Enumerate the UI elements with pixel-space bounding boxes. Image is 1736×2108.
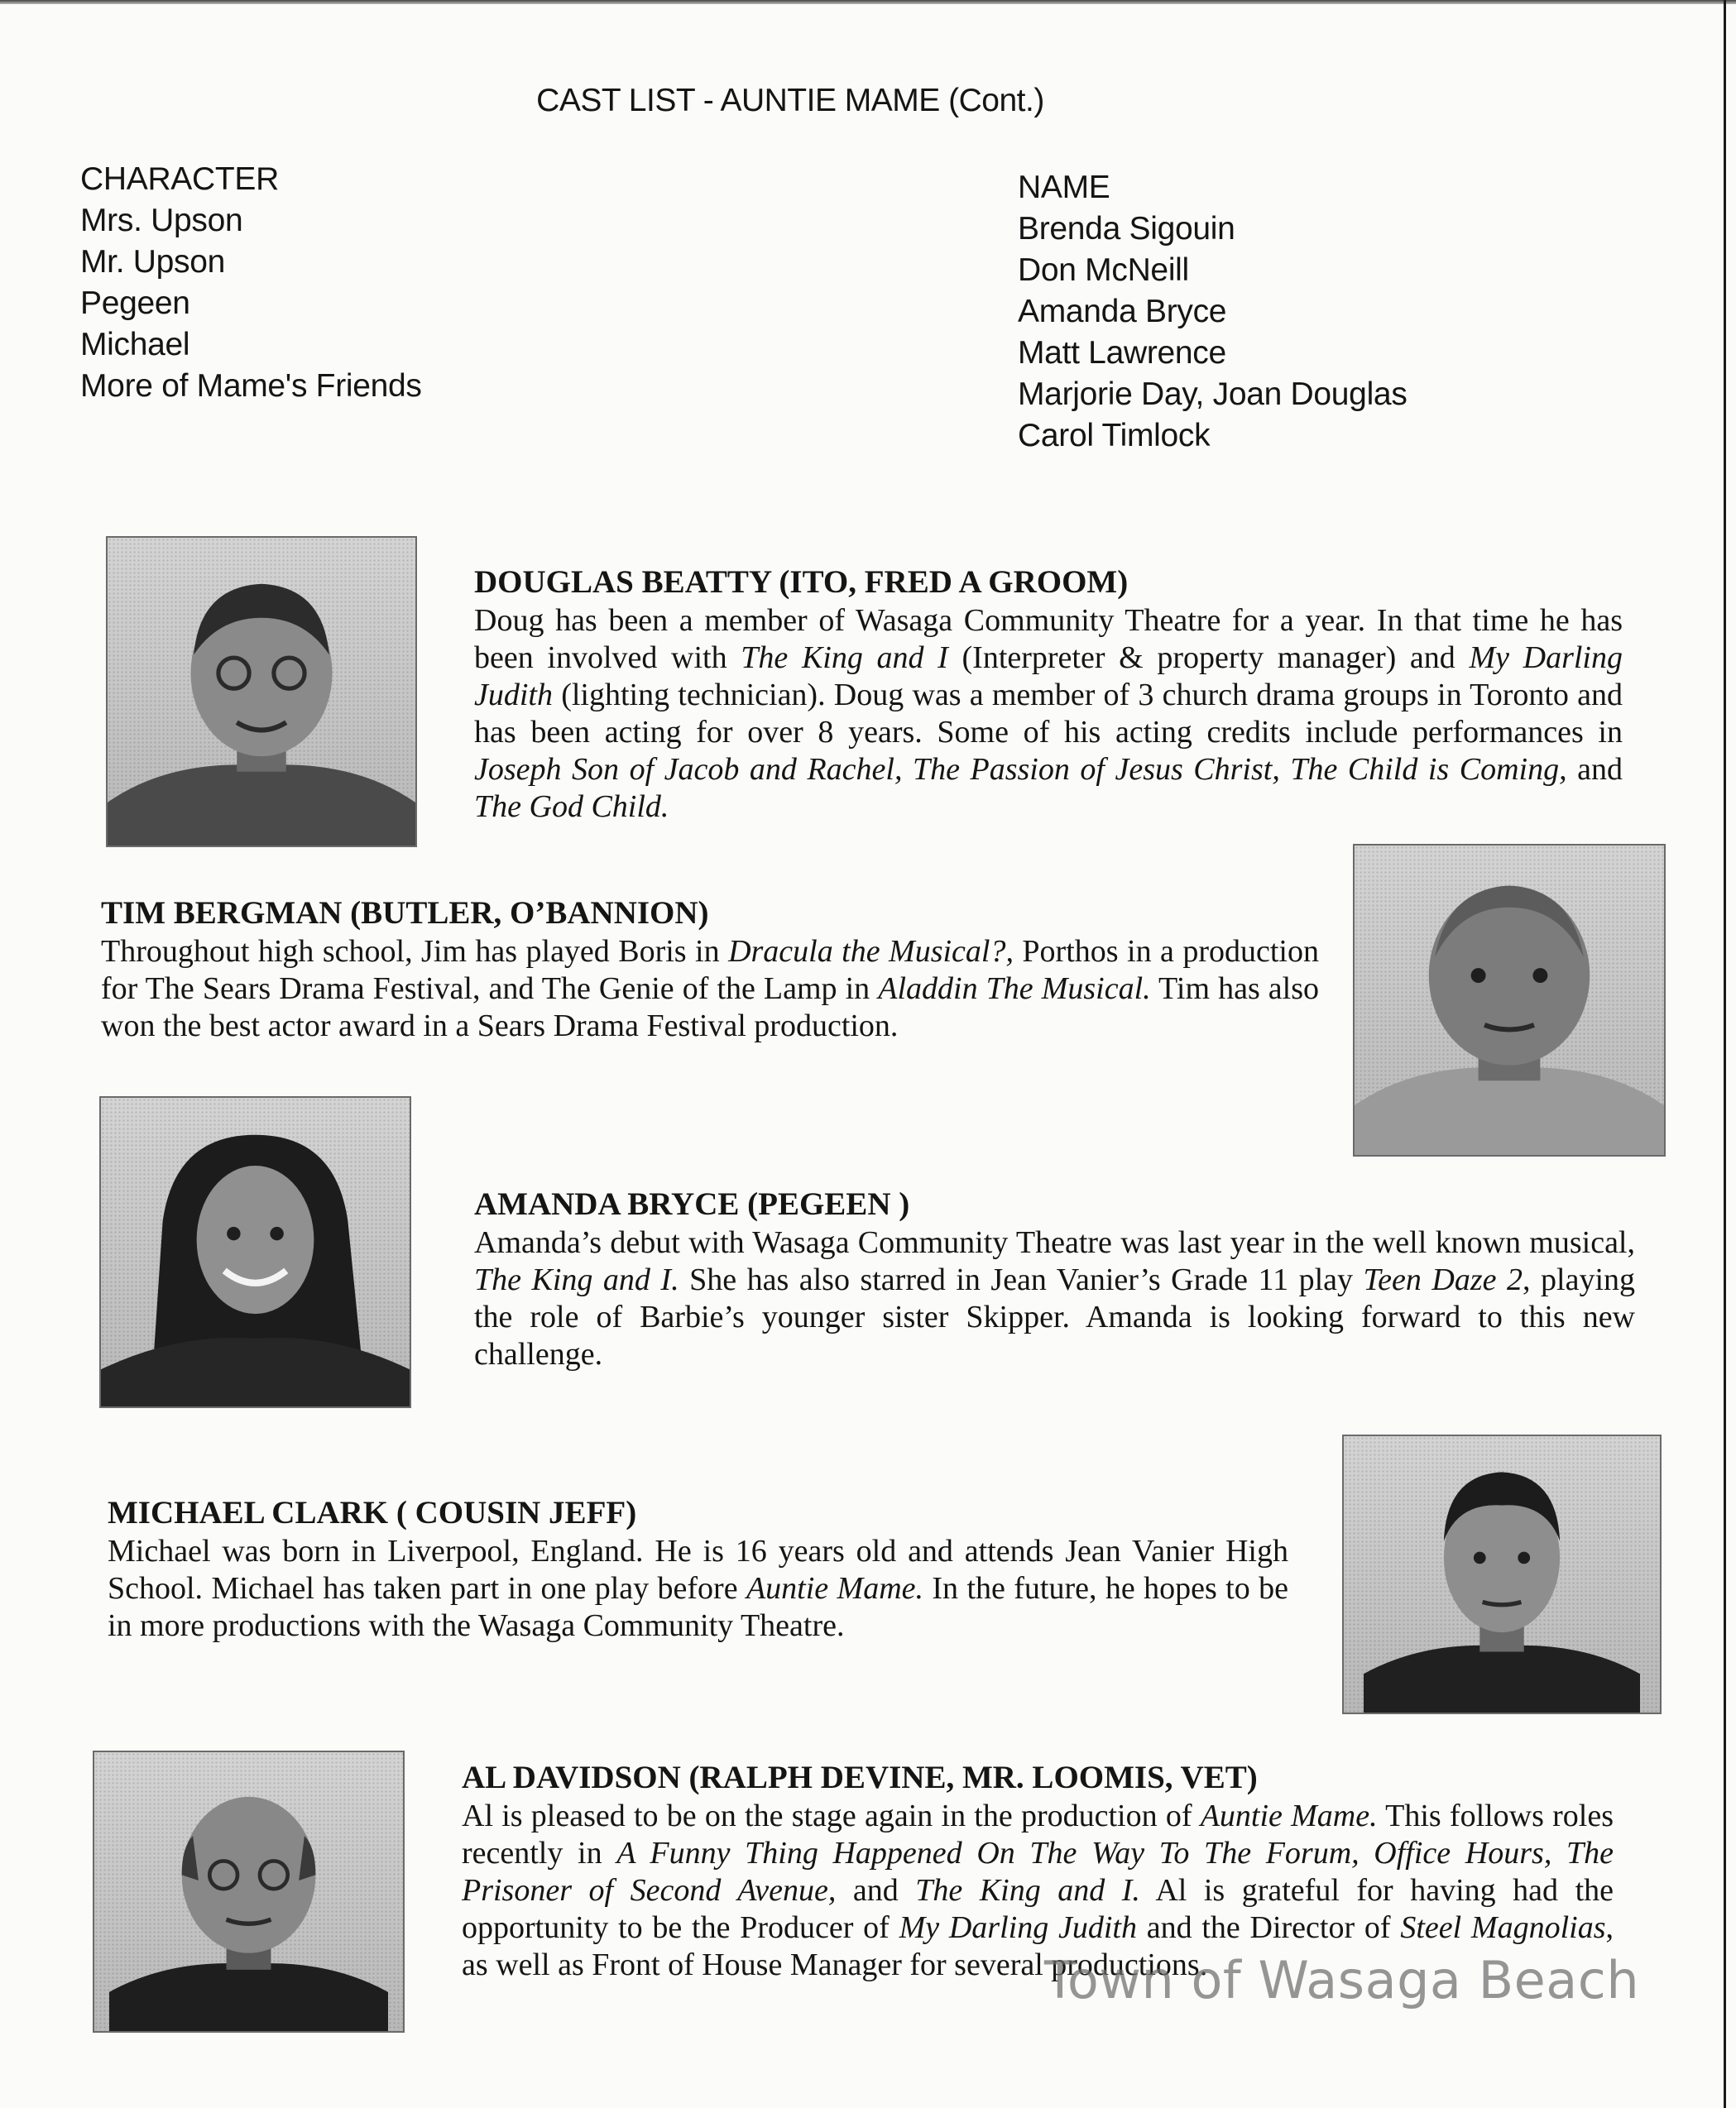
- page-title: CAST LIST - AUNTIE MAME (Cont.): [536, 83, 1044, 118]
- bio-heading: AL DAVIDSON (RALPH DEVINE, MR. LOOMIS, VET): [462, 1760, 1258, 1795]
- bio-text: Throughout high school, Jim has played Boris in Dracula the Musical?, Porthos in a production for The Sears Drama Festival, and The Genie of the Lamp in Aladdin The Musical. Tim has also won the best actor award in a Sears Drama Festival production.: [101, 934, 1320, 1043]
- page-top-edge: [0, 0, 1736, 4]
- bio-text: Doug has been a member of Wasaga Community Theatre for a year. In that time he has been involved with The King and I (Interpreter & property manager) and My Darling Judith (lighting technician). Doug was a member of 3 church drama groups in Toronto and has been acting for over 8 years. Some of his acting credits include performances in Joseph Son of Jacob and Rachel, The Passion of Jesus Christ, The Child is Coming, and The God Child.: [474, 603, 1623, 824]
- character-column: [80, 159, 422, 407]
- name-item: Matt Lawrence: [1018, 335, 1226, 371]
- bio-heading: DOUGLAS BEATTY (ITO, FRED A GROOM): [474, 564, 1129, 600]
- bio-douglas-beatty: [474, 563, 1623, 826]
- bio-amanda-bryce: [474, 1185, 1635, 1373]
- portrait-figure: [1344, 1436, 1660, 1713]
- character-item: Mrs. Upson: [80, 203, 243, 238]
- name-item: Amanda Bryce: [1018, 294, 1227, 329]
- bio-text: Amanda’s debut with Wasaga Community Theatre was last year in the well known musical, The King and I. She has also starred in Jean Vanier’s Grade 11 play Teen Daze 2, playing the role of Barbie’s younger sister Skipper. Amanda is looking forward to this new challenge.: [474, 1225, 1635, 1372]
- name-item: Marjorie Day, Joan Douglas: [1018, 376, 1408, 412]
- name-item: Don McNeill: [1018, 252, 1189, 288]
- watermark: Town of Wasaga Beach: [1044, 1950, 1640, 2010]
- bio-heading: AMANDA BRYCE (PEGEEN ): [474, 1186, 910, 1222]
- portrait-figure: [1355, 846, 1664, 1155]
- bio-heading: MICHAEL CLARK ( COUSIN JEFF): [108, 1495, 637, 1531]
- tim-bergman-photo: [1353, 844, 1666, 1157]
- michael-clark-photo: [1342, 1435, 1662, 1714]
- bio-michael-clark: [108, 1493, 1288, 1645]
- portrait-figure: [101, 1098, 410, 1406]
- amanda-bryce-photo: [99, 1096, 411, 1408]
- character-item: Pegeen: [80, 285, 190, 321]
- portrait-figure: [108, 538, 415, 846]
- name-item: Carol Timlock: [1018, 418, 1211, 453]
- character-item: Mr. Upson: [80, 244, 226, 280]
- character-item: Michael: [80, 327, 190, 362]
- al-davidson-photo: [93, 1751, 405, 2033]
- bio-heading: TIM BERGMAN (BUTLER, O’BANNION): [101, 895, 709, 931]
- bio-text: Michael was born in Liverpool, England. He is 16 years old and attends Jean Vanier High School. Michael has taken part in one play before Auntie Mame. In the future, he hopes to be in more productions with the Wasaga Community Theatre.: [108, 1534, 1288, 1643]
- name-header: NAME: [1018, 170, 1110, 205]
- bio-tim-bergman: [101, 894, 1319, 1045]
- portrait-figure: [94, 1752, 403, 2031]
- name-item: Brenda Sigouin: [1018, 211, 1235, 247]
- character-header: CHARACTER: [80, 161, 279, 197]
- douglas-beatty-photo: [106, 536, 417, 847]
- bio-text: Al is pleased to be on the stage again in the production of Auntie Mame. This follows roles recently in A Funny Thing Happened On The Way To The Forum, Office Hours, The Prisoner of Second Avenue, and The King and I. Al is grateful for having had the opportunity to be the Producer of My Darling Judith and the Director of Steel Magnolias, as well as Front of House Manager for several productions.: [462, 1799, 1614, 1982]
- name-column: [1018, 167, 1408, 457]
- character-item: More of Mame's Friends: [80, 368, 422, 404]
- page-right-edge: [1724, 0, 1726, 2108]
